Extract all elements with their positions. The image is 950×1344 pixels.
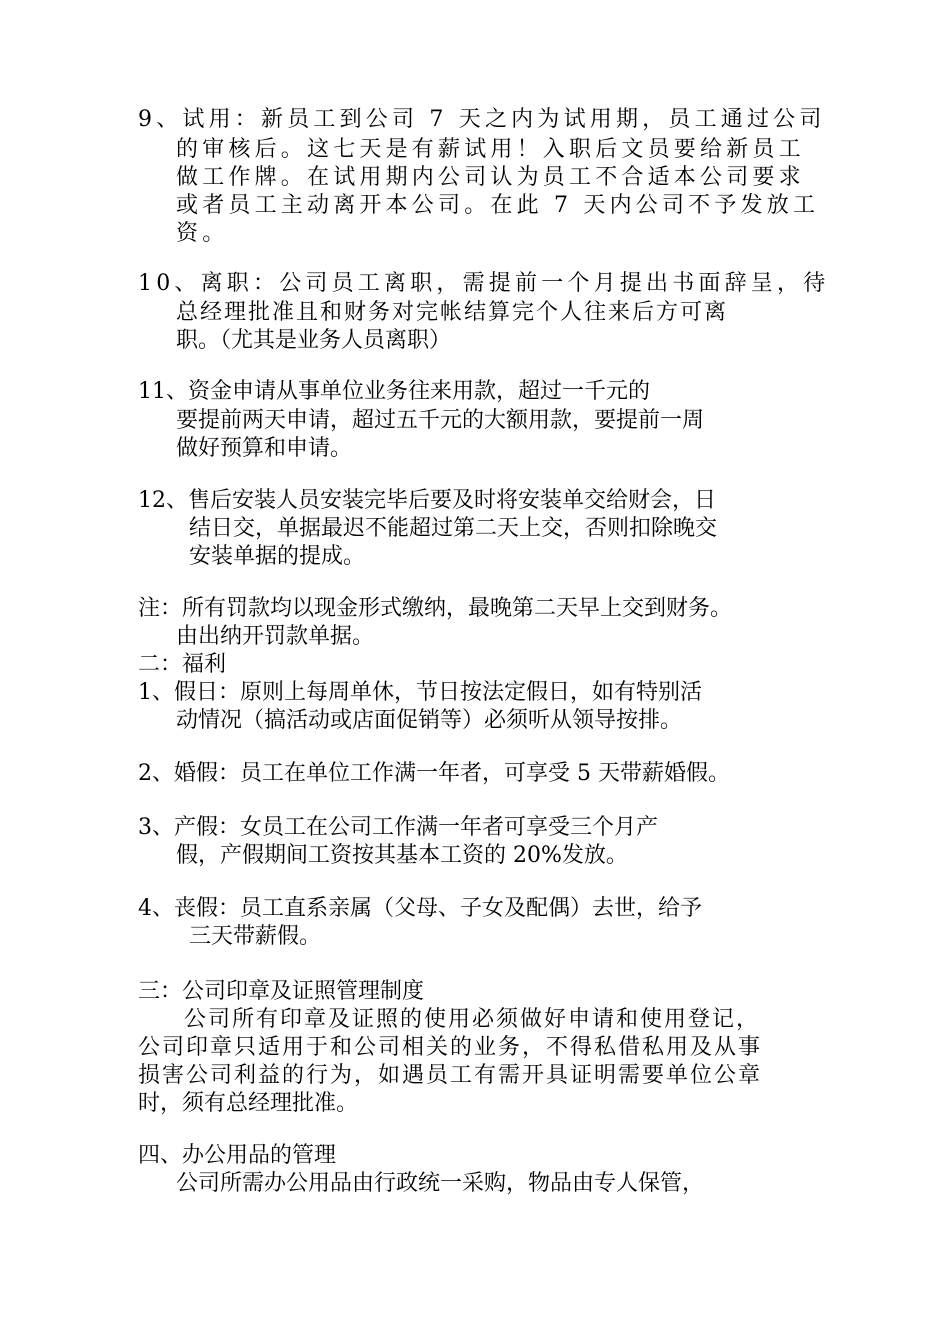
seal-heading: 三：公司印章及证照管理制度 (138, 979, 425, 1004)
seal-paragraph-line-2: 公司印章只适用于和公司相关的业务，不得私借私用及从事 (138, 1035, 763, 1060)
rule-item-12-line-3: 安装单据的提成。 (189, 544, 366, 569)
penalty-note-line-1: 注：所有罚款均以现金形式缴纳，最晚第二天早上交到财务。 (138, 596, 733, 621)
welfare-item-3-line-2: 假，产假期间工资按其基本工资的 20%发放。 (176, 843, 628, 868)
rule-item-11-line-1: 11、资金申请从事单位业务往来用款，超过一千元的 (138, 379, 650, 404)
rule-item-12-line-2: 结日交，单据最迟不能超过第二天上交，否则扣除晚交 (189, 516, 718, 541)
rule-item-11-line-3: 做好预算和申请。 (176, 436, 353, 461)
welfare-item-1-line-1: 1、假日：原则上每周单休，节日按法定假日，如有特别活 (138, 680, 702, 705)
seal-paragraph-line-4: 时，须有总经理批准。 (138, 1091, 359, 1116)
rule-item-9-line-2: 的审核后。这七天是有薪试用！入职后文员要给新员工 (176, 137, 805, 162)
rule-item-10-line-2: 总经理批准且和财务对完帐结算完个人往来后方可离 (176, 300, 729, 325)
rule-item-9-line-5: 资。 (176, 221, 229, 246)
rule-item-9-line-3: 做工作牌。在试用期内公司认为员工不合适本公司要求 (176, 165, 805, 190)
welfare-item-3-line-1: 3、产假：女员工在公司工作满一年者可享受三个月产 (138, 815, 658, 840)
rule-item-10-line-1: 10、离职：公司员工离职，需提前一个月提出书面辞呈，待 (138, 271, 830, 296)
rule-item-9-line-4: 或者员工主动离开本公司。在此 7 天内公司不予发放工 (176, 193, 820, 218)
welfare-item-1-line-2: 动情况（搞活动或店面促销等）必须听从领导按排。 (176, 708, 683, 733)
seal-paragraph-line-1: 公司所有印章及证照的使用必须做好申请和使用登记， (184, 1007, 761, 1032)
welfare-heading: 二：福利 (138, 652, 227, 677)
rule-item-11-line-2: 要提前两天申请，超过五千元的大额用款，要提前一周 (176, 408, 705, 433)
welfare-item-4-line-2: 三天带薪假。 (189, 924, 322, 949)
rule-item-12-line-1: 12、售后安装人员安装完毕后要及时将安装单交给财会，日 (138, 488, 716, 513)
welfare-item-2-line-1: 2、婚假：员工在单位工作满一年者，可享受 5 天带薪婚假。 (138, 761, 730, 786)
rule-item-9-line-1: 9、试用：新员工到公司 7 天之内为试用期，员工通过公司 (138, 107, 826, 132)
welfare-item-4-line-1: 4、丧假：员工直系亲属（父母、子女及配偶）去世，给予 (138, 896, 702, 921)
penalty-note-line-2: 由出纳开罚款单据。 (176, 624, 375, 649)
rule-item-10-line-3: 职。（尤其是业务人员离职） (176, 328, 452, 353)
office-supplies-line-1: 公司所需办公用品由行政统一采购，物品由专人保管， (176, 1171, 705, 1196)
office-supplies-heading: 四、办公用品的管理 (138, 1143, 337, 1168)
seal-paragraph-line-3: 损害公司利益的行为，如遇员工有需开具证明需要单位公章 (138, 1063, 763, 1088)
